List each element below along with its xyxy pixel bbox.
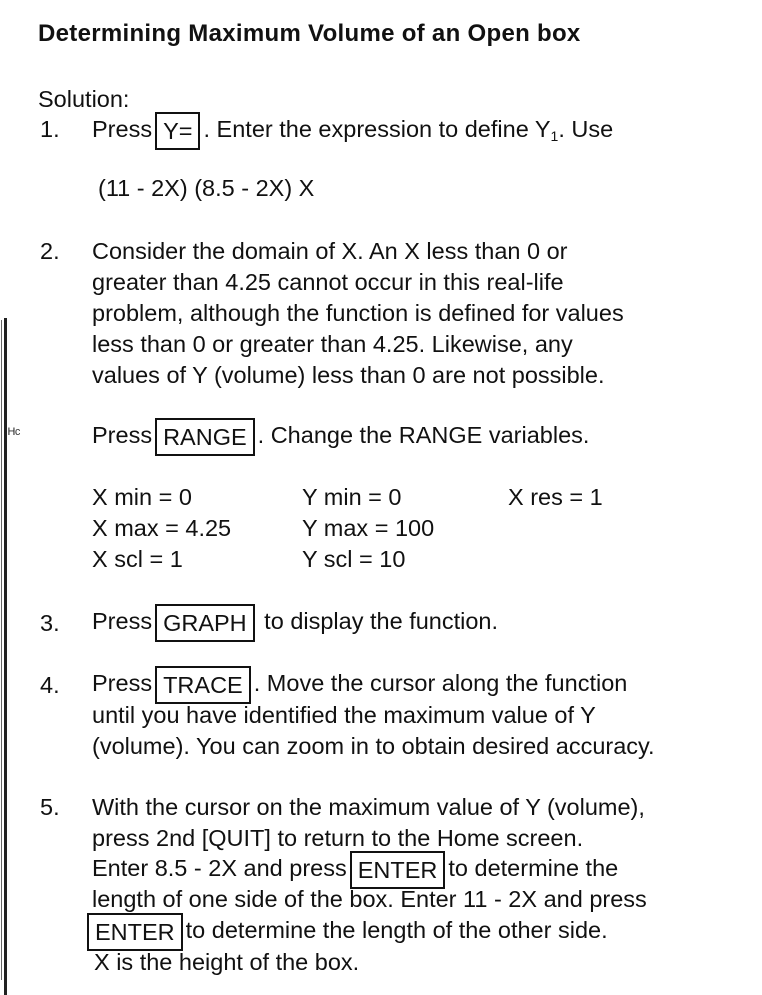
scan-edge-line-thin	[1, 320, 2, 980]
step-5-line-3-pre: Enter 8.5 - 2X and press	[92, 855, 347, 882]
step-4-paragraph	[92, 700, 655, 762]
range-xmax: X max = 4.25	[92, 515, 232, 541]
range-xmin: X min = 0	[92, 484, 192, 510]
step-5-line-4: length of one side of the box. Enter 11 - 2X and press	[92, 886, 647, 912]
graph-key: GRAPH	[155, 604, 255, 642]
step-1-line	[92, 112, 613, 152]
range-ymax: Y max = 100	[302, 515, 435, 541]
step-2-line: problem, although the function is defined for values	[92, 300, 624, 326]
trace-key: TRACE	[155, 666, 251, 704]
range-line	[92, 418, 589, 456]
scan-artifact: ᴴᶜ	[8, 426, 21, 443]
step-3-press: Press	[92, 608, 153, 635]
step-4-line: until you have identified the maximum value of Y	[92, 702, 596, 728]
step-4-line	[92, 666, 627, 704]
expression: (11 - 2X) (8.5 - 2X) X	[98, 175, 315, 201]
step-5-line-5	[84, 913, 608, 951]
step-1-text: . Enter the expression to define Y	[203, 116, 551, 143]
step-5-line-3-post: to determine the	[448, 855, 619, 882]
step-5-line-6: X is the height of the box.	[94, 949, 360, 975]
step-2-number: 2.	[40, 238, 60, 264]
solution-label: Solution:	[38, 86, 130, 112]
step-2-line: greater than 4.25 cannot occur in this real-life	[92, 269, 564, 295]
range-yscl: Y scl = 10	[302, 546, 406, 572]
step-2-line: less than 0 or greater than 4.25. Likewise, any	[92, 331, 573, 357]
y-equals-key: Y=	[155, 112, 200, 150]
enter-key: ENTER	[87, 913, 183, 951]
step-1-press: Press	[92, 116, 153, 143]
step-5-line-2: press 2nd [QUIT] to return to the Home screen.	[92, 825, 584, 851]
step-1-subscript: 1	[550, 128, 559, 145]
scan-edge-line	[4, 318, 7, 995]
range-text: . Change the RANGE variables.	[257, 422, 590, 449]
range-xres: X res = 1	[508, 484, 603, 510]
enter-key: ENTER	[350, 851, 446, 889]
range-key: RANGE	[155, 418, 255, 456]
step-5-line-1: With the cursor on the maximum value of Y (volume),	[92, 794, 645, 820]
step-4-text: . Move the cursor along the function	[253, 670, 628, 697]
step-1-text-end: . Use	[558, 116, 614, 143]
step-4-press: Press	[92, 670, 153, 697]
page-title: Determining Maximum Volume of an Open box	[38, 20, 581, 47]
step-4-number: 4.	[40, 672, 60, 698]
range-press: Press	[92, 422, 153, 449]
range-xscl: X scl = 1	[92, 546, 183, 572]
step-3-text: to display the function.	[257, 608, 499, 635]
step-1-number: 1.	[40, 116, 60, 142]
step-2-line: values of Y (volume) less than 0 are not possible.	[92, 362, 605, 388]
step-3-number: 3.	[40, 610, 60, 636]
step-2-paragraph	[92, 236, 624, 391]
step-5-number: 5.	[40, 794, 60, 820]
step-2-line: Consider the domain of X. An X less than 0 or	[92, 238, 568, 264]
step-3-line	[92, 604, 498, 642]
step-4-line: (volume). You can zoom in to obtain desired accuracy.	[92, 733, 655, 759]
range-ymin: Y min = 0	[302, 484, 402, 510]
step-5-line-5-post: to determine the length of the other side.	[185, 917, 608, 944]
